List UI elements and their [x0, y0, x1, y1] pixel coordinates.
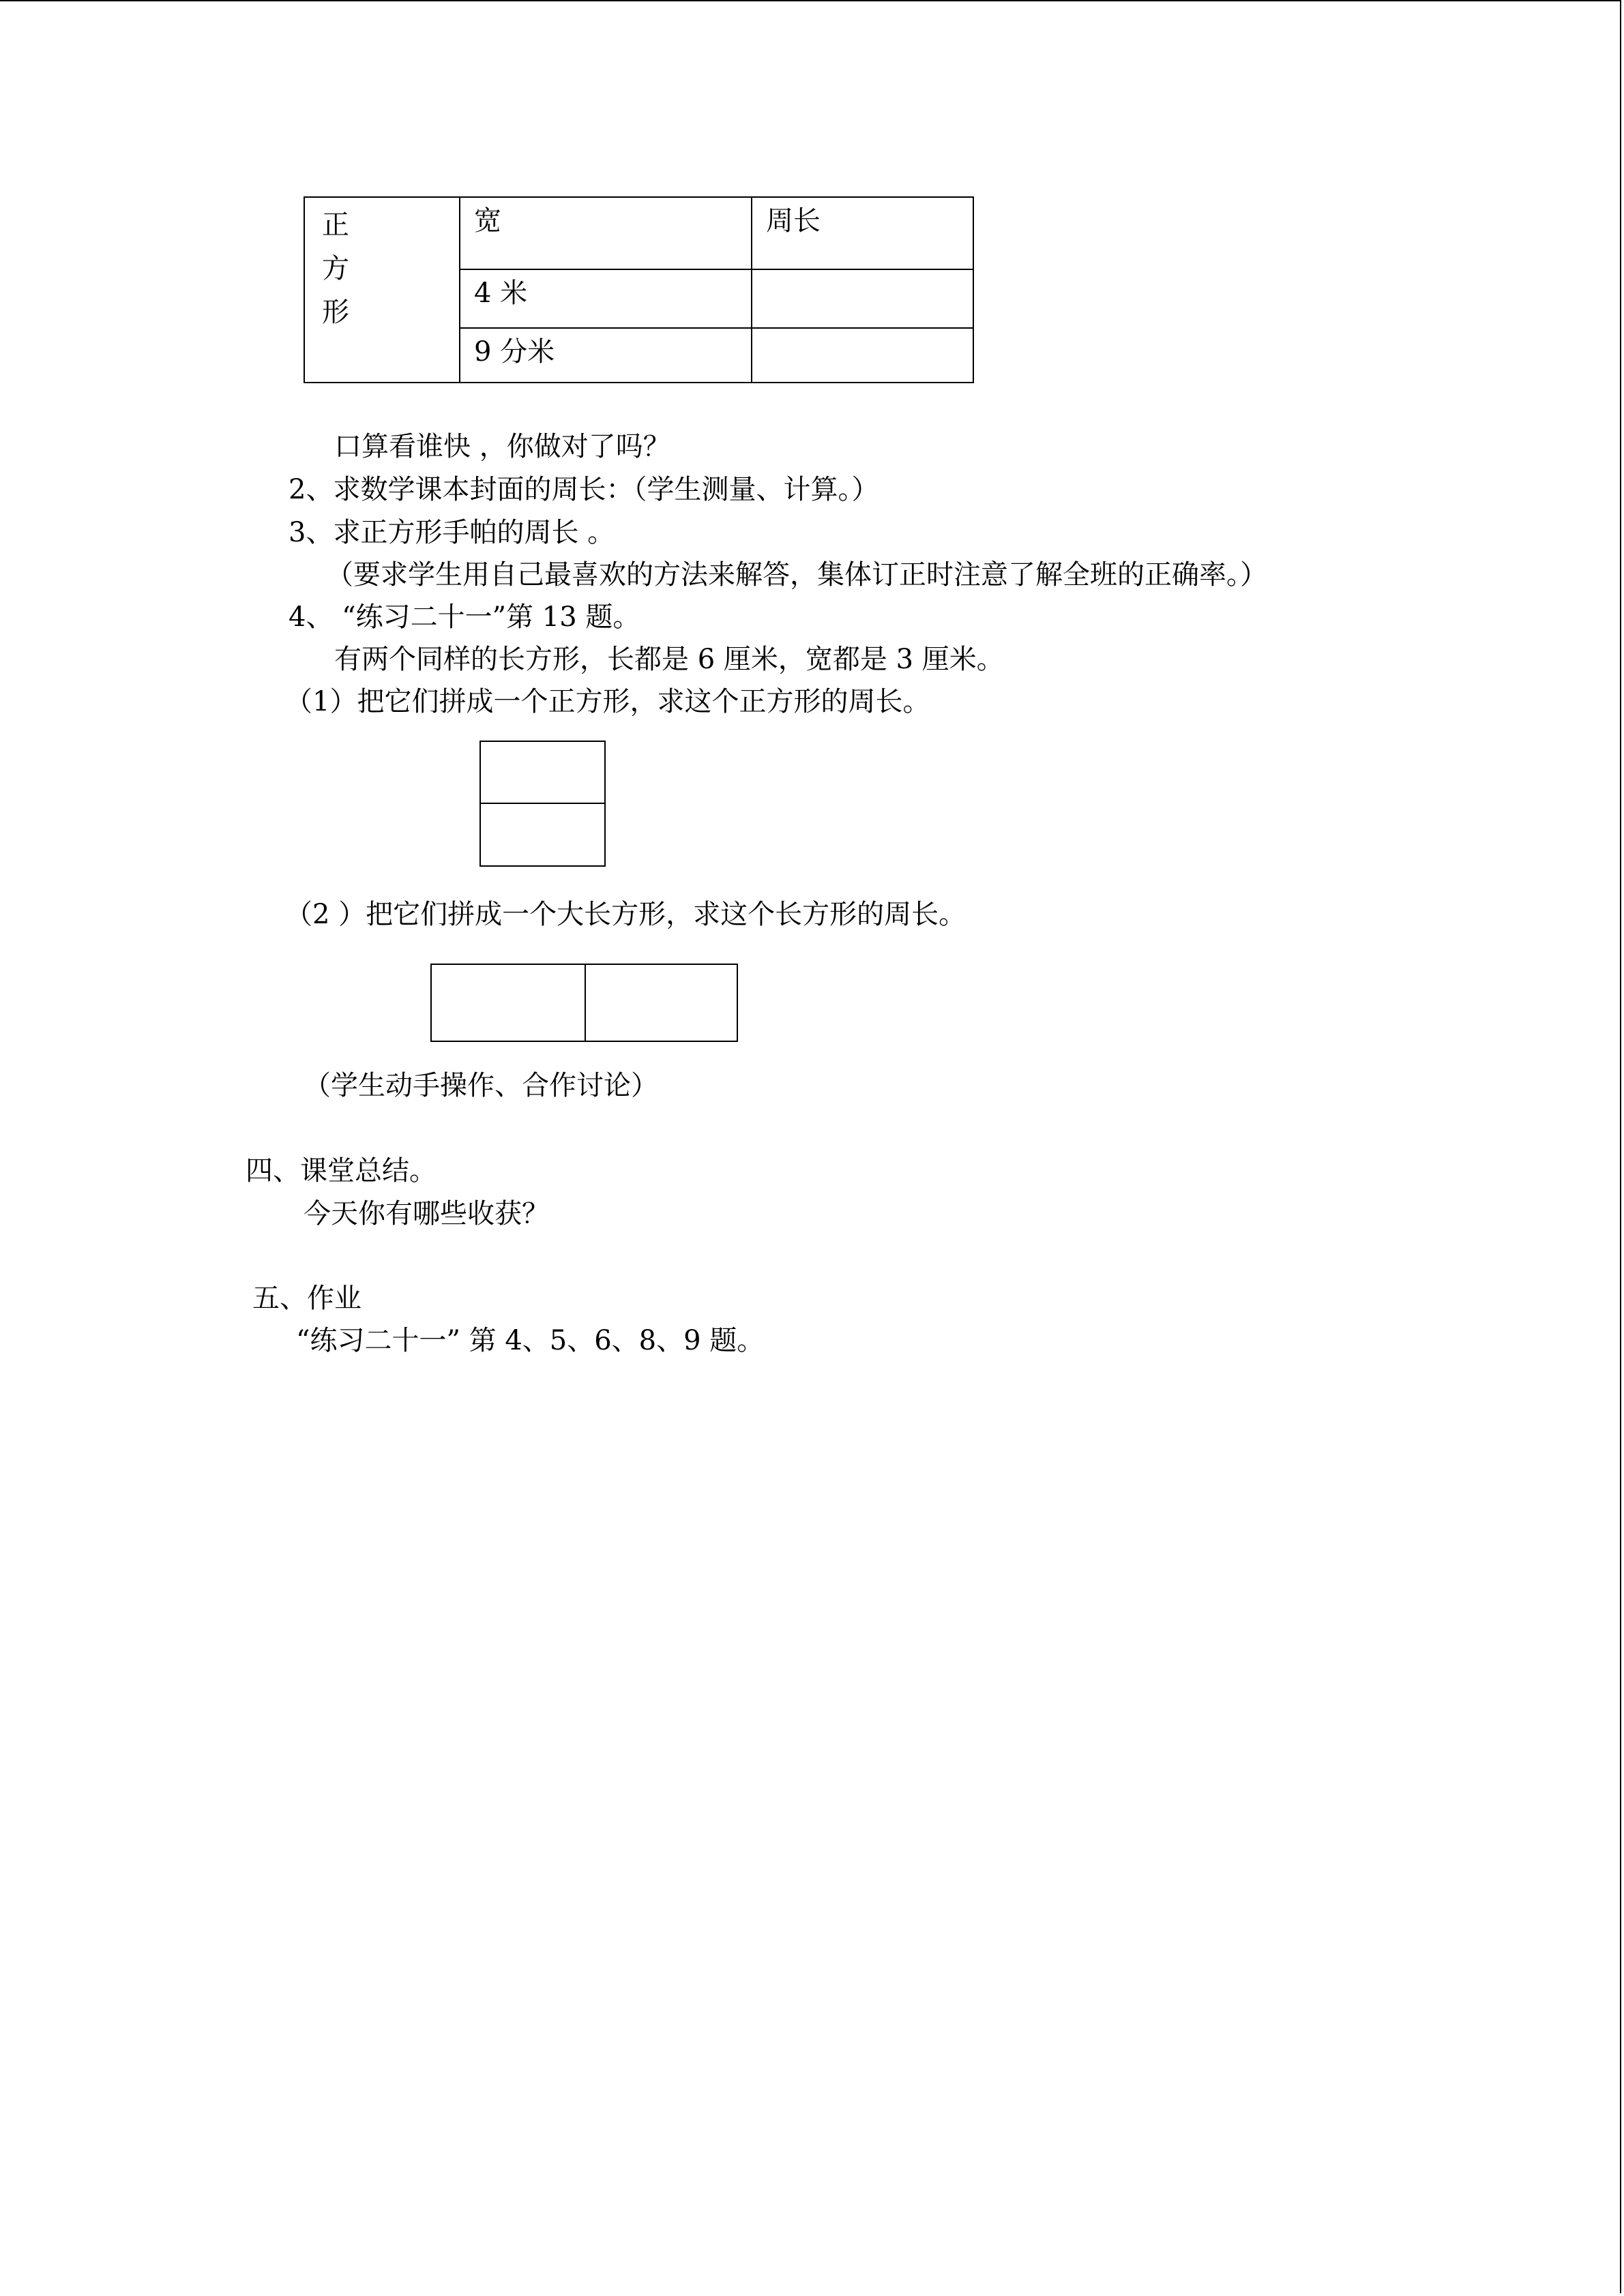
- rectangle-figure: [430, 964, 738, 1042]
- question-4-part-1: （1）把它们拼成一个正方形，求这个正方形的周长。: [285, 686, 930, 717]
- rectangle-figure-divider: [585, 965, 586, 1041]
- question-4-description: 有两个同样的长方形，长都是 6 厘米，宽都是 3 厘米。: [334, 644, 1004, 675]
- question-2: 2、求数学课本封面的周长：（学生测量、计算。）: [289, 474, 879, 505]
- table-divider: [459, 198, 460, 382]
- table-cell-width: 9 分米: [474, 336, 555, 368]
- square-figure: [479, 741, 606, 867]
- question-4-part-2: （2 ）把它们拼成一个大长方形，求这个长方形的周长。: [285, 899, 966, 930]
- table-row-label: 正方形: [322, 209, 349, 328]
- mental-math-prompt: 口算看谁快 ，你做对了吗？: [334, 431, 670, 462]
- question-3: 3、求正方形手帕的周长 。: [289, 517, 615, 548]
- table-divider: [459, 269, 973, 270]
- square-figure-divider: [481, 803, 604, 804]
- table-header-width: 宽: [474, 205, 501, 237]
- table-divider: [459, 327, 973, 329]
- table-header-perimeter: 周长: [766, 205, 821, 237]
- question-4: 4、 “练习二十一”第 13 题。: [289, 601, 640, 633]
- question-3-note: （要求学生用自己最喜欢的方法来解答，集体订正时注意了解全班的正确率。）: [326, 559, 1267, 591]
- activity-note: （学生动手操作、合作讨论）: [304, 1070, 658, 1101]
- section-homework-text: “练习二十一” 第 4、5、6、8、9 题。: [296, 1325, 765, 1356]
- table-cell-width: 4 米: [474, 278, 528, 309]
- section-summary-text: 今天你有哪些收获？: [304, 1198, 549, 1229]
- table-divider: [751, 198, 752, 382]
- square-perimeter-table: [304, 196, 974, 383]
- section-summary-heading: 四、课堂总结。: [246, 1155, 437, 1187]
- section-homework-heading: 五、作业: [252, 1283, 361, 1314]
